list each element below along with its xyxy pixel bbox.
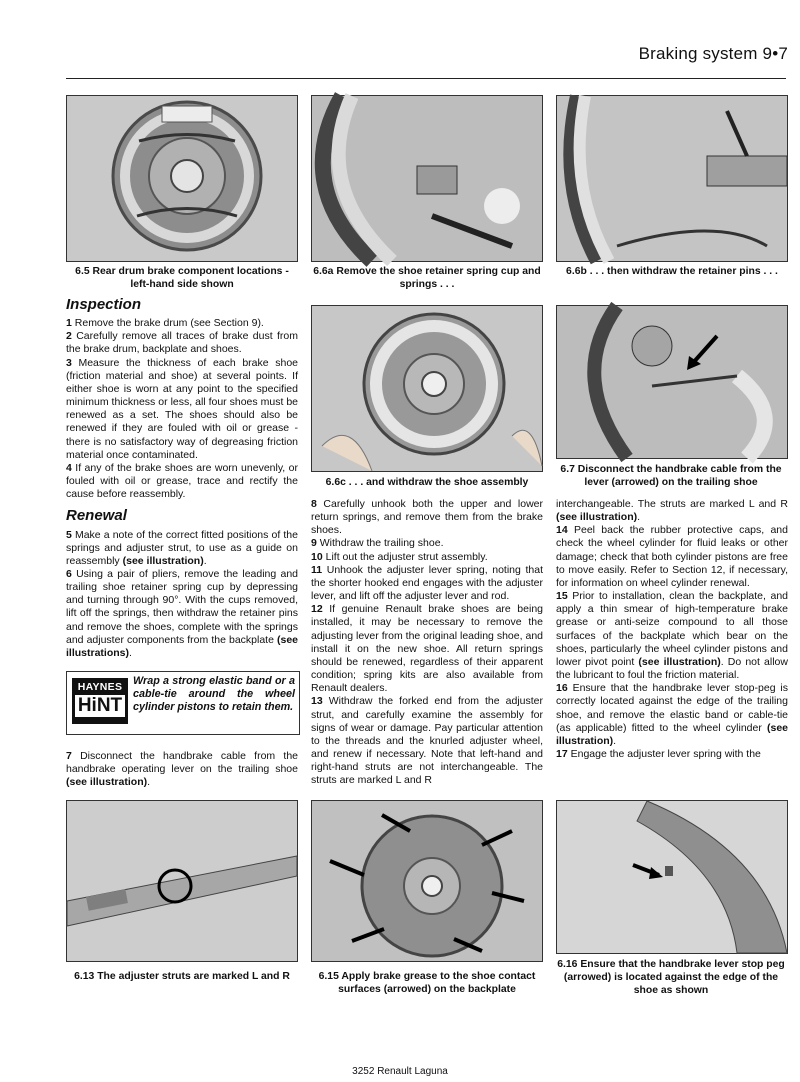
haynes-hint-box <box>66 671 300 735</box>
caption-6-6c: 6.6c . . . and withdraw the shoe assembly <box>325 477 529 488</box>
paragraph-5: 5 Make a note of the correct fitted positions of the springs and adjuster strut, to use as a guide on reassembly (see illustration). <box>66 528 298 567</box>
paragraph-3: 3 Measure the thickness of each brake shoe (friction material and shoe) at several points. If either shoe is worn at any point to the specified minimum thickness or less, all four shoes must be renewed as a set. The shoes should also be renewed if they are fouled with oil or grease - there is no satisfactory way of degreasing friction material once contaminated. <box>66 356 298 461</box>
left-column <box>66 298 298 660</box>
photo-handbrake-cable <box>556 305 788 459</box>
page-title: Braking system 9•7 <box>638 44 788 63</box>
photo-backplate-grease <box>311 800 543 962</box>
caption-6-7: 6.7 Disconnect the handbrake cable from the lever (arrowed) on the trailing shoe <box>560 464 782 488</box>
paragraph-15: 15 Prior to installation, clean the backplate, and apply a thin smear of high-temperature brake grease or anti-seize compound to all those surfaces of the backplate which bear on the shoes, particularly the wheel cylinder pistons and lower pivot point (see illustration). Do not allow the lubricant to foul the friction material. <box>556 590 788 682</box>
caption-6-5: 6.5 Rear drum brake component locations - left-hand side shown <box>75 266 289 290</box>
paragraph-12: 12 If genuine Renault brake shoes are being installed, it may be necessary to remove the adjusting lever from the original leading shoe, and install it on the new shoe. All return springs should be renewed, regardless of their apparent condition; spring kits are also available from Renault dealers. <box>311 603 543 695</box>
paragraph-16: 16 Ensure that the handbrake lever stop-peg is correctly located against the edge of the trailing shoe, and remove the elastic band or cable-tie (as applicable) fitted to the wheel cylinder (see illustration). <box>556 682 788 747</box>
paragraph-13-continued: interchangeable. The struts are marked L and R (see illustration). <box>556 498 788 524</box>
photo-adjuster-struts <box>66 800 298 962</box>
paragraph-17: 17 Engage the adjuster lever spring with the <box>556 747 761 760</box>
header-divider <box>66 78 786 79</box>
paragraph-13: 13 Withdraw the forked end from the adjuster strut, and carefully examine the assembly for signs of wear or damage. Pay particular attention to the threads and the knurled adjuster wheel, and renew if necessary. Note that left-hand and right-hand struts are not interchangeable. The struts are marked L and R <box>311 695 543 787</box>
right-column <box>556 498 788 761</box>
hint-brand: HAYNES <box>77 681 123 693</box>
photo-rear-drum-brake <box>66 95 298 262</box>
paragraph-14: 14 Peel back the rubber protective caps, and check the wheel cylinder for fluid leaks or other damage; check that both cylinder pistons are free to move easily. Refer to Section 12, if necessary, for information on wheel cylinder renewal. <box>556 524 788 589</box>
caption-6-16: 6.16 Ensure that the handbrake lever stop peg (arrowed) is located against the edge of the shoe as shown <box>557 959 785 996</box>
heading-renewal: Renewal <box>66 507 127 525</box>
left-column-lower <box>66 750 298 789</box>
photo-handbrake-lever-peg <box>556 800 788 954</box>
hint-text: Wrap a strong elastic band or a cable-tie around the wheel cylinder pistons to retain them. <box>133 675 295 714</box>
paragraph-4: 4 If any of the brake shoes are worn unevenly, or fouled with oil or grease, trace and rectify the cause before reassembly. <box>66 461 298 501</box>
paragraph-6: 6 Using a pair of pliers, remove the leading and trailing shoe retainer spring cup by depressing and turning through 90°. With the cups removed, lift off the springs, then withdraw the retainer pins and remove the shoes, complete with the springs and adjuster components from the backplate (see illustrations). <box>66 567 298 659</box>
middle-column <box>311 498 543 787</box>
photo-shoe-assembly <box>311 305 543 472</box>
photo-retainer-pins <box>556 95 788 262</box>
caption-6-15: 6.15 Apply brake grease to the shoe contact surfaces (arrowed) on the backplate <box>318 971 536 995</box>
heading-inspection: Inspection <box>66 296 142 313</box>
paragraph-1: 1 Remove the brake drum (see Section 9). <box>66 317 264 330</box>
paragraph-7: 7 Disconnect the handbrake cable from the handbrake operating lever on the trailing shoe (see illustration). <box>66 750 298 789</box>
haynes-hint-logo <box>72 678 128 724</box>
paragraph-8: 8 Carefully unhook both the upper and lower return springs, and remove them from the brake shoes. <box>311 498 543 537</box>
caption-6-13: 6.13 The adjuster struts are marked L and R <box>74 971 290 982</box>
caption-6-6a: 6.6a Remove the shoe retainer spring cup and springs . . . <box>313 266 541 290</box>
hint-word: HiNT <box>75 695 125 717</box>
paragraph-11: 11 Unhook the adjuster lever spring, noting that the shorter hooked end engages with the adjuster lever, and lift off the adjuster lever and rod. <box>311 563 543 603</box>
page-footer: 3252 Renault Laguna <box>352 1066 448 1077</box>
paragraph-10: 10 Lift out the adjuster strut assembly. <box>311 550 488 563</box>
paragraph-2: 2 Carefully remove all traces of brake dust from the brake drum, backplate and shoes. <box>66 330 298 356</box>
paragraph-9: 9 Withdraw the trailing shoe. <box>311 537 444 550</box>
caption-6-6b: 6.6b . . . then withdraw the retainer pins . . . <box>566 266 778 277</box>
photo-shoe-retainer-spring <box>311 95 543 262</box>
